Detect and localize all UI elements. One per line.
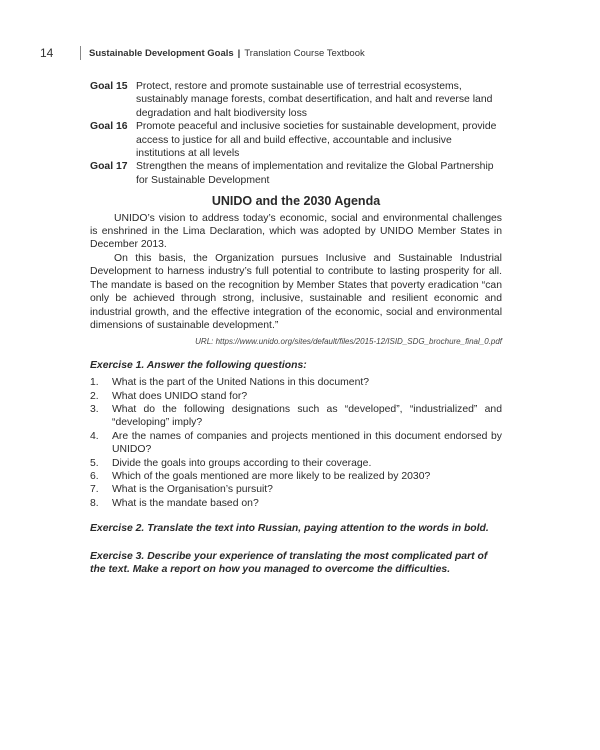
goal-item	[90, 120, 502, 160]
header-separator: |	[237, 47, 241, 59]
question-item	[90, 470, 502, 483]
question-number: 4.	[90, 430, 99, 442]
question-text: What is the Organisation’s pursuit?	[112, 484, 273, 496]
goal-label: Goal 15	[90, 81, 128, 92]
question-item	[90, 430, 502, 457]
question-item	[90, 497, 502, 510]
goal-label: Goal 16	[90, 121, 128, 133]
page-number: 14	[40, 46, 54, 60]
book-subtitle: Translation Course Textbook	[244, 47, 365, 59]
question-number: 6.	[90, 470, 99, 482]
question-text: What does UNIDO stand for?	[112, 390, 248, 402]
section-title: UNIDO and the 2030 Agenda	[211, 194, 381, 209]
question-number: 8.	[90, 497, 99, 509]
goal-item	[90, 160, 502, 187]
section-paragraph: On this basis, the Organization pursues Inclusive and Sustainable Industrial Development to harness industry’s full potential to contribute to lasting prosperity for all. The mandate is based on the recognition by Member States that poverty eradication “can only be achieved through strong, inclusive, sustainable and resilient economic and industrial growth, and the effective integration of the economic, social and environmental dimensions of sustainable development.”	[90, 252, 502, 331]
header-divider	[80, 46, 81, 60]
goal-text: Protect, restore and promote sustainable use of terrestrial ecosystems, sustainably manage forests, combat desertification, and halt and reverse land degradation and halt biodiversity loss	[136, 81, 493, 119]
goal-label: Goal 17	[90, 161, 128, 173]
goal-text: Strengthen the means of implementation and revitalize the Global Partnership for Sustainable Development	[136, 161, 494, 186]
exercise1-title: Exercise 1. Answer the following questions:	[90, 359, 307, 371]
question-number: 1.	[90, 377, 99, 389]
question-list	[90, 376, 502, 510]
page-content	[90, 80, 502, 576]
question-text: Are the names of companies and projects mentioned in this document endorsed by UNIDO?	[112, 430, 502, 456]
question-text: What is the part of the United Nations in this document?	[112, 377, 370, 389]
question-number: 2.	[90, 390, 99, 402]
goal-text: Promote peaceful and inclusive societies for sustainable development, provide access to justice for all and build effective, accountable and inclusive institutions at all levels	[136, 121, 497, 160]
book-title: Sustainable Development Goals	[89, 47, 234, 59]
section-paragraph: UNIDO’s vision to address today’s economic, social and environmental challenges is enshrined in the Lima Declaration, which was adopted by UNIDO Member States in December 2013.	[90, 212, 502, 251]
question-item	[90, 376, 502, 389]
exercise2-instruction: Exercise 2. Translate the text into Russian, paying attention to the words in bold.	[90, 523, 489, 535]
question-text: What do the following designations such as “developed”, “industrialized” and “developing” imply?	[112, 403, 502, 429]
question-number: 3.	[90, 403, 99, 415]
goal-item	[90, 80, 502, 120]
running-header	[40, 46, 365, 60]
question-number: 7.	[90, 484, 99, 496]
question-item	[90, 483, 502, 496]
question-number: 5.	[90, 457, 99, 469]
question-text: Divide the goals into groups according to their coverage.	[112, 457, 372, 469]
question-text: Which of the goals mentioned are more likely to be realized by 2030?	[112, 470, 431, 482]
question-item	[90, 457, 502, 470]
question-text: What is the mandate based on?	[112, 497, 259, 509]
question-item	[90, 390, 502, 403]
source-url: URL: https://www.unido.org/sites/default/files/2015-12/ISID_SDG_brochure_final_0.pdf	[195, 337, 502, 347]
question-item	[90, 403, 502, 430]
exercise3-instruction: Exercise 3. Describe your experience of translating the most complicated part of the text. Make a report on how you managed to overcome the difficulties.	[90, 550, 488, 575]
